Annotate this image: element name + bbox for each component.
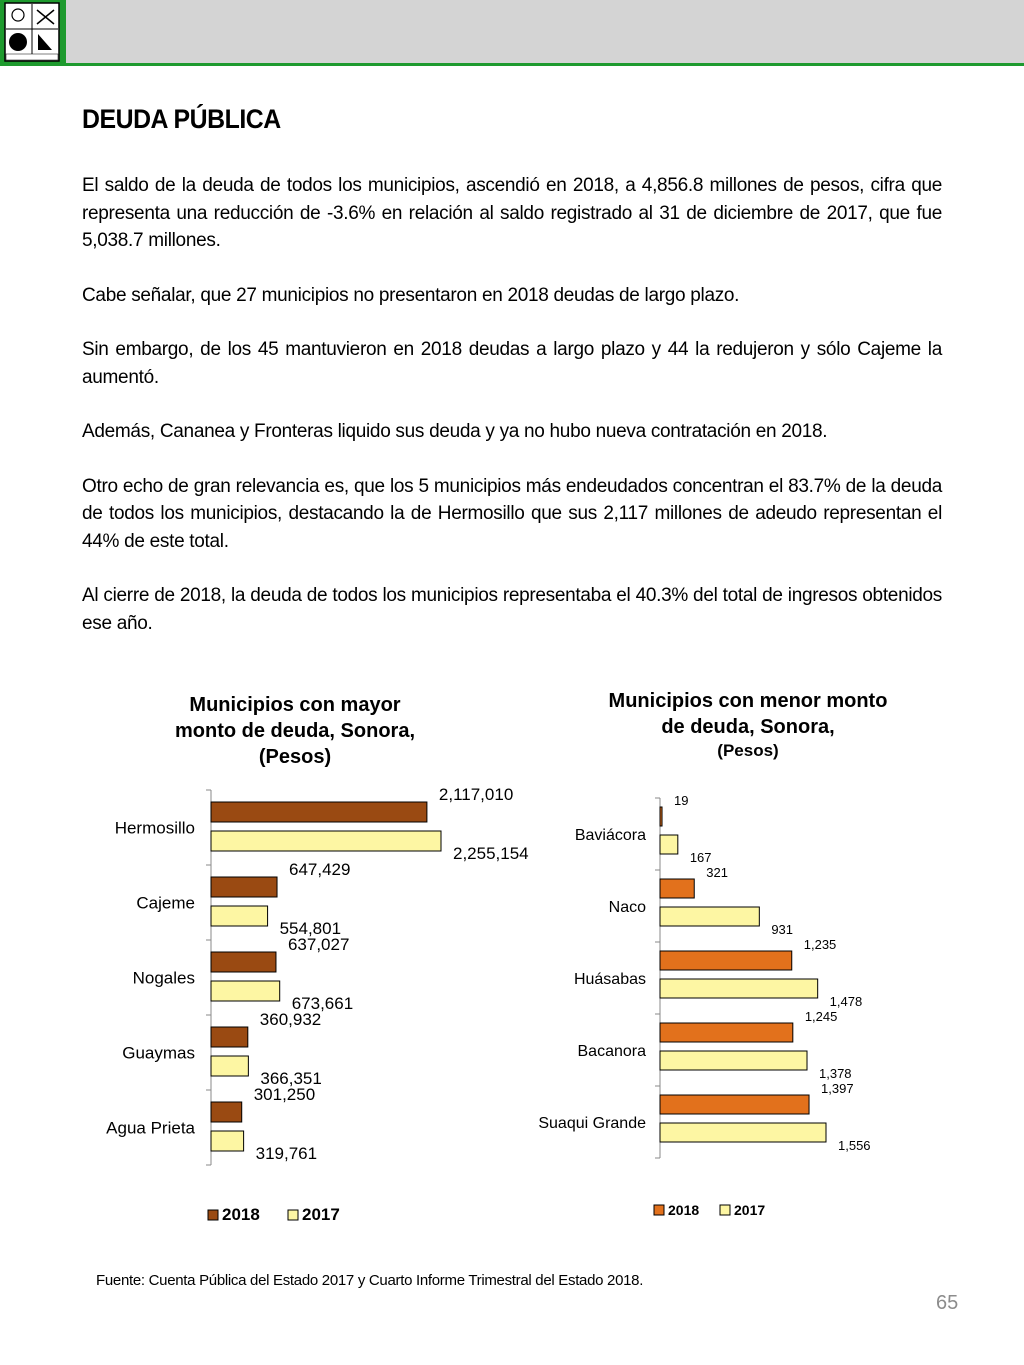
data-label: 366,351 [260,1069,322,1088]
data-label: 554,801 [279,919,342,938]
data-label: 673,661 [291,994,354,1013]
bar-2017 [660,907,759,926]
data-label: 647,429 [289,860,351,879]
header-bar [0,0,1024,66]
legend-swatch-2017 [720,1205,730,1215]
paragraph: Al cierre de 2018, la deuda de todos los municipios representaba el 40.3% del total de ingresos obtenidos ese año. [82,585,942,634]
category-label: Cajeme [136,893,195,913]
category-label: Naco [608,899,646,916]
legend-label: 2017 [302,1205,340,1224]
chart-menor-deuda [520,780,940,1240]
legend-swatch-2018 [208,1210,218,1220]
category-label: Hermosillo [114,818,195,838]
legend-label: 2018 [222,1205,260,1224]
data-label: 1,556 [838,1138,871,1153]
data-label: 1,478 [829,994,863,1009]
bar-2017 [211,981,280,1001]
bar-2018 [211,877,277,897]
data-label: 167 [689,850,712,865]
data-label: 1,378 [819,1066,852,1081]
data-label: 19 [674,793,689,808]
paragraph: Sin embargo, de los 45 mantuvieron en 2018 deudas a largo plazo y 44 la redujeron y sólo Cajeme la aumentó. [82,339,942,388]
source-note: Fuente: Cuenta Pública del Estado 2017 y Cuarto Informe Trimestral del Estado 2018. [96,1272,644,1289]
paragraph: Cabe señalar, que 27 municipios no presentaron en 2018 deudas de largo plazo. [82,284,740,306]
bar-2018 [660,1023,793,1042]
data-label: 360,932 [259,1010,322,1029]
bar-2017 [660,979,818,998]
bar-2018 [660,879,694,898]
paragraph: El saldo de la deuda de todos los municipios, ascendió en 2018, a 4,856.8 millones de pesos, cifra que representa una reducción de -3.6% en relación al saldo registrado al 31 de diciembre de 2017, que fue 5,038.7 millones. [82,175,942,251]
paragraph: Otro echo de gran relevancia es, que los 5 municipios más endeudados concentran el 83.7% de la deuda de todos los municipios, destacando la de Hermosillo que sus 2,117 millones de adeudo representan el 44% de este total. [82,475,942,552]
data-label: 2,117,010 [438,785,514,804]
data-label: 1,245 [804,1009,838,1024]
bar-2017 [660,1051,807,1070]
page-number: 65 [936,1292,959,1314]
bar-2018 [211,1027,248,1047]
bar-2017 [211,1131,244,1151]
category-label: Suaqui Grande [538,1115,646,1132]
category-label: Nogales [132,968,195,988]
chart-title-mayor: Municipios con mayor monto de deuda, Sonora, (Pesos) [174,694,415,768]
state-seal-logo [0,0,66,66]
category-label: Guaymas [122,1043,195,1063]
data-label: 931 [771,922,794,937]
bar-2018 [211,1102,242,1122]
bar-2017 [211,831,441,851]
bar-2018 [211,952,276,972]
data-label: 321 [706,865,728,880]
data-label: 1,397 [821,1081,854,1096]
legend-swatch-2017 [288,1210,298,1220]
bar-2017 [211,906,268,926]
bar-2018 [211,802,427,822]
chart-mayor-deuda [80,780,529,1240]
paragraph: Además, Cananea y Fronteras liquido sus deuda y ya no hubo nueva contratación en 2018. [82,421,828,442]
category-label: Agua Prieta [106,1118,195,1138]
legend-label: 2018 [668,1202,700,1218]
chart-title-menor: Municipios con menor monto de deuda, Sonora, (Pesos) [608,690,888,760]
bar-2017 [660,835,678,854]
legend-swatch-2018 [654,1205,664,1215]
data-label: 1,235 [803,937,837,952]
data-label: 319,761 [255,1144,318,1163]
data-label: 301,250 [253,1085,316,1104]
page-title: DEUDA PÚBLICA [82,104,281,134]
bar-2018 [660,951,792,970]
body-text [82,172,942,664]
bar-2018 [660,807,662,826]
category-label: Baviácora [574,827,646,844]
category-label: Huásabas [573,971,646,988]
legend-label: 2017 [734,1202,766,1218]
bar-2017 [660,1123,826,1142]
data-label: 2,255,154 [453,844,529,863]
bar-2017 [211,1056,248,1076]
category-label: Bacanora [577,1043,646,1060]
data-label: 637,027 [287,935,350,954]
bar-2018 [660,1095,809,1114]
